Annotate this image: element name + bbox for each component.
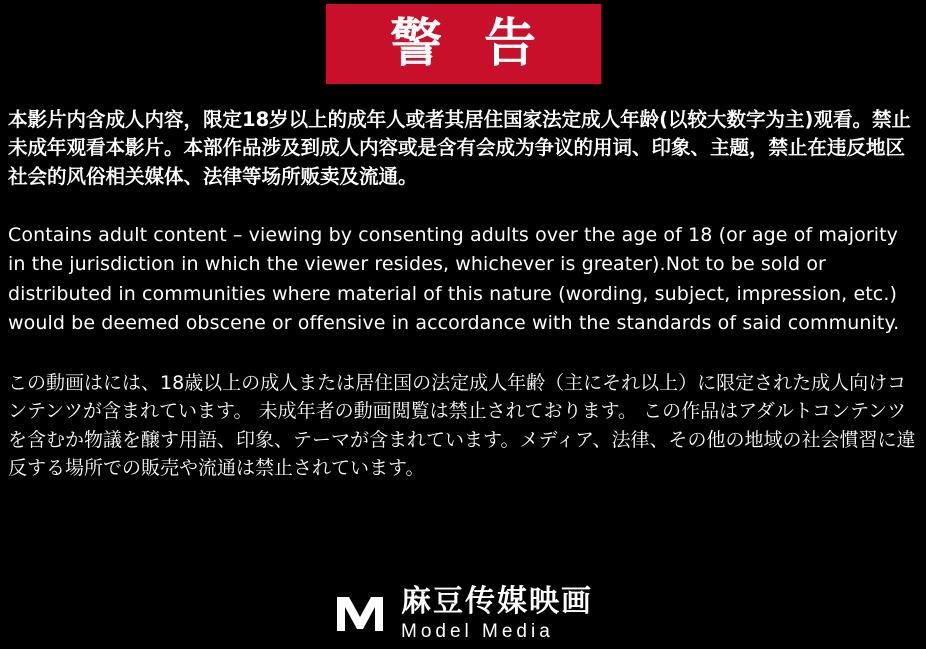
notice-content	[0, 106, 926, 483]
m-monogram-icon	[333, 591, 387, 637]
warning-banner-label: 警 告	[389, 14, 549, 74]
brand-name-cn: 麻豆传媒映画	[401, 584, 593, 619]
brand-logo-text	[401, 584, 593, 642]
brand-name-en: Model Media	[401, 621, 554, 642]
notice-paragraph-english: Contains adult content – viewing by consenting adults over the age of 18 (or age of majority in the jurisdiction in which the viewer resides, whichever is greater).Not to be sold or distributed in communities where material of this nature (wording, subject, impression, etc.) would be deemed obscene or offensive in accordance with the standards of said community.	[8, 223, 900, 335]
warning-banner-container	[0, 0, 926, 84]
brand-logo	[0, 584, 926, 642]
notice-paragraph-chinese: 本影片内含成人内容，限定18岁以上的成年人或者其居住国家法定成人年龄(以较大数字为主)观看。禁止未成年观看本影片。本部作品涉及到成人内容或是含有会成为争议的用词、印象、主题，禁止在违反地区社会的风俗相关媒体、法律等场所贩卖及流通。	[8, 108, 911, 188]
notice-paragraph-japanese: この動画はには、18歳以上の成人または居住国の法定成人年齢（主にそれ以上）に限定された成人向けコンテンツが含まれています。 未成年者の動画閲覧は禁止されております。 この作品はアダルトコンテンツを含むか物議を醸す用語、印象、テーマが含まれています。メディア、法律、その他の地域の社会慣習に違反する場所での販売や流通は禁止されています。	[8, 371, 916, 480]
warning-banner	[326, 4, 601, 84]
